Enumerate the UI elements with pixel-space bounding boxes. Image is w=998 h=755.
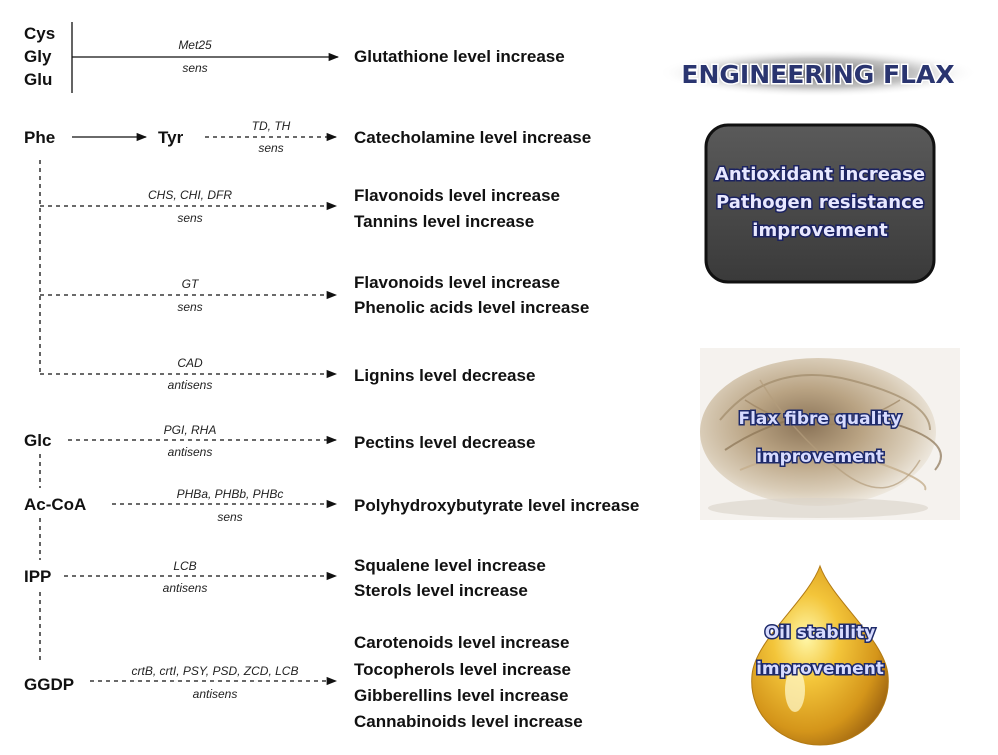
substrate-cys: Cys <box>24 24 56 43</box>
result-label: Glutathione level increase <box>354 47 565 66</box>
result-label: Tannins level increase <box>354 212 535 231</box>
enzyme-label: CAD <box>177 356 203 370</box>
antioxidant-label: improvement <box>752 220 888 241</box>
enzyme-label: PHBa, PHBb, PHBc <box>176 487 284 501</box>
result-label: Polyhydroxybutyrate level increase <box>354 496 640 515</box>
fibre-label: improvement <box>756 447 884 467</box>
orientation-label: sens <box>177 300 203 314</box>
substrate-glc: Glc <box>24 431 52 450</box>
substrate-ipp: IPP <box>24 567 52 586</box>
oil-drop-image <box>752 566 889 745</box>
substrate-phe: Phe <box>24 128 56 147</box>
result-label: Flavonoids level increase <box>354 273 560 292</box>
result-label: Lignins level decrease <box>354 366 536 385</box>
orientation-label: sens <box>182 61 208 75</box>
oil-label: improvement <box>756 659 884 679</box>
orientation-label: sens <box>177 211 203 225</box>
enzyme-label: TD, TH <box>251 119 291 133</box>
orientation-label: antisens <box>167 378 213 392</box>
fibre-label: Flax fibre quality <box>738 409 902 429</box>
enzyme-label: Met25 <box>178 38 212 52</box>
enzyme-label: PGI, RHA <box>163 423 217 437</box>
antioxidant-label: Antioxidant increase <box>714 164 926 185</box>
orientation-label: antisens <box>192 687 238 701</box>
substrate-tyr: Tyr <box>158 128 184 147</box>
enzyme-label: crtB, crtI, PSY, PSD, ZCD, LCB <box>131 664 299 678</box>
substrate-gly: Gly <box>24 47 52 66</box>
flax-fibre-image <box>700 348 960 520</box>
orientation-label: antisens <box>162 581 208 595</box>
orientation-label: antisens <box>167 445 213 459</box>
oil-label: Oil stability <box>764 623 876 643</box>
substrate-ggdp: GGDP <box>24 675 75 694</box>
substrate-glu: Glu <box>24 70 53 89</box>
result-label: Pectins level decrease <box>354 433 536 452</box>
result-label: Flavonoids level increase <box>354 186 560 205</box>
orientation-label: sens <box>217 510 243 524</box>
result-label: Gibberellins level increase <box>354 686 569 705</box>
antioxidant-label: Pathogen resistance <box>716 192 924 213</box>
result-label: Catecholamine level increase <box>354 128 592 147</box>
enzyme-label: CHS, CHI, DFR <box>148 188 232 202</box>
enzyme-label: GT <box>181 277 199 291</box>
result-label: Phenolic acids level increase <box>354 298 590 317</box>
orientation-label: sens <box>258 141 284 155</box>
enzyme-label: LCB <box>173 559 197 573</box>
result-label: Carotenoids level increase <box>354 633 570 652</box>
page-title: ENGINEERING FLAX <box>681 60 955 89</box>
result-label: Tocopherols level increase <box>354 660 571 679</box>
result-label: Sterols level increase <box>354 581 528 600</box>
result-label: Cannabinoids level increase <box>354 712 583 731</box>
substrate-acoa: Ac-CoA <box>24 495 87 514</box>
result-label: Squalene level increase <box>354 556 546 575</box>
